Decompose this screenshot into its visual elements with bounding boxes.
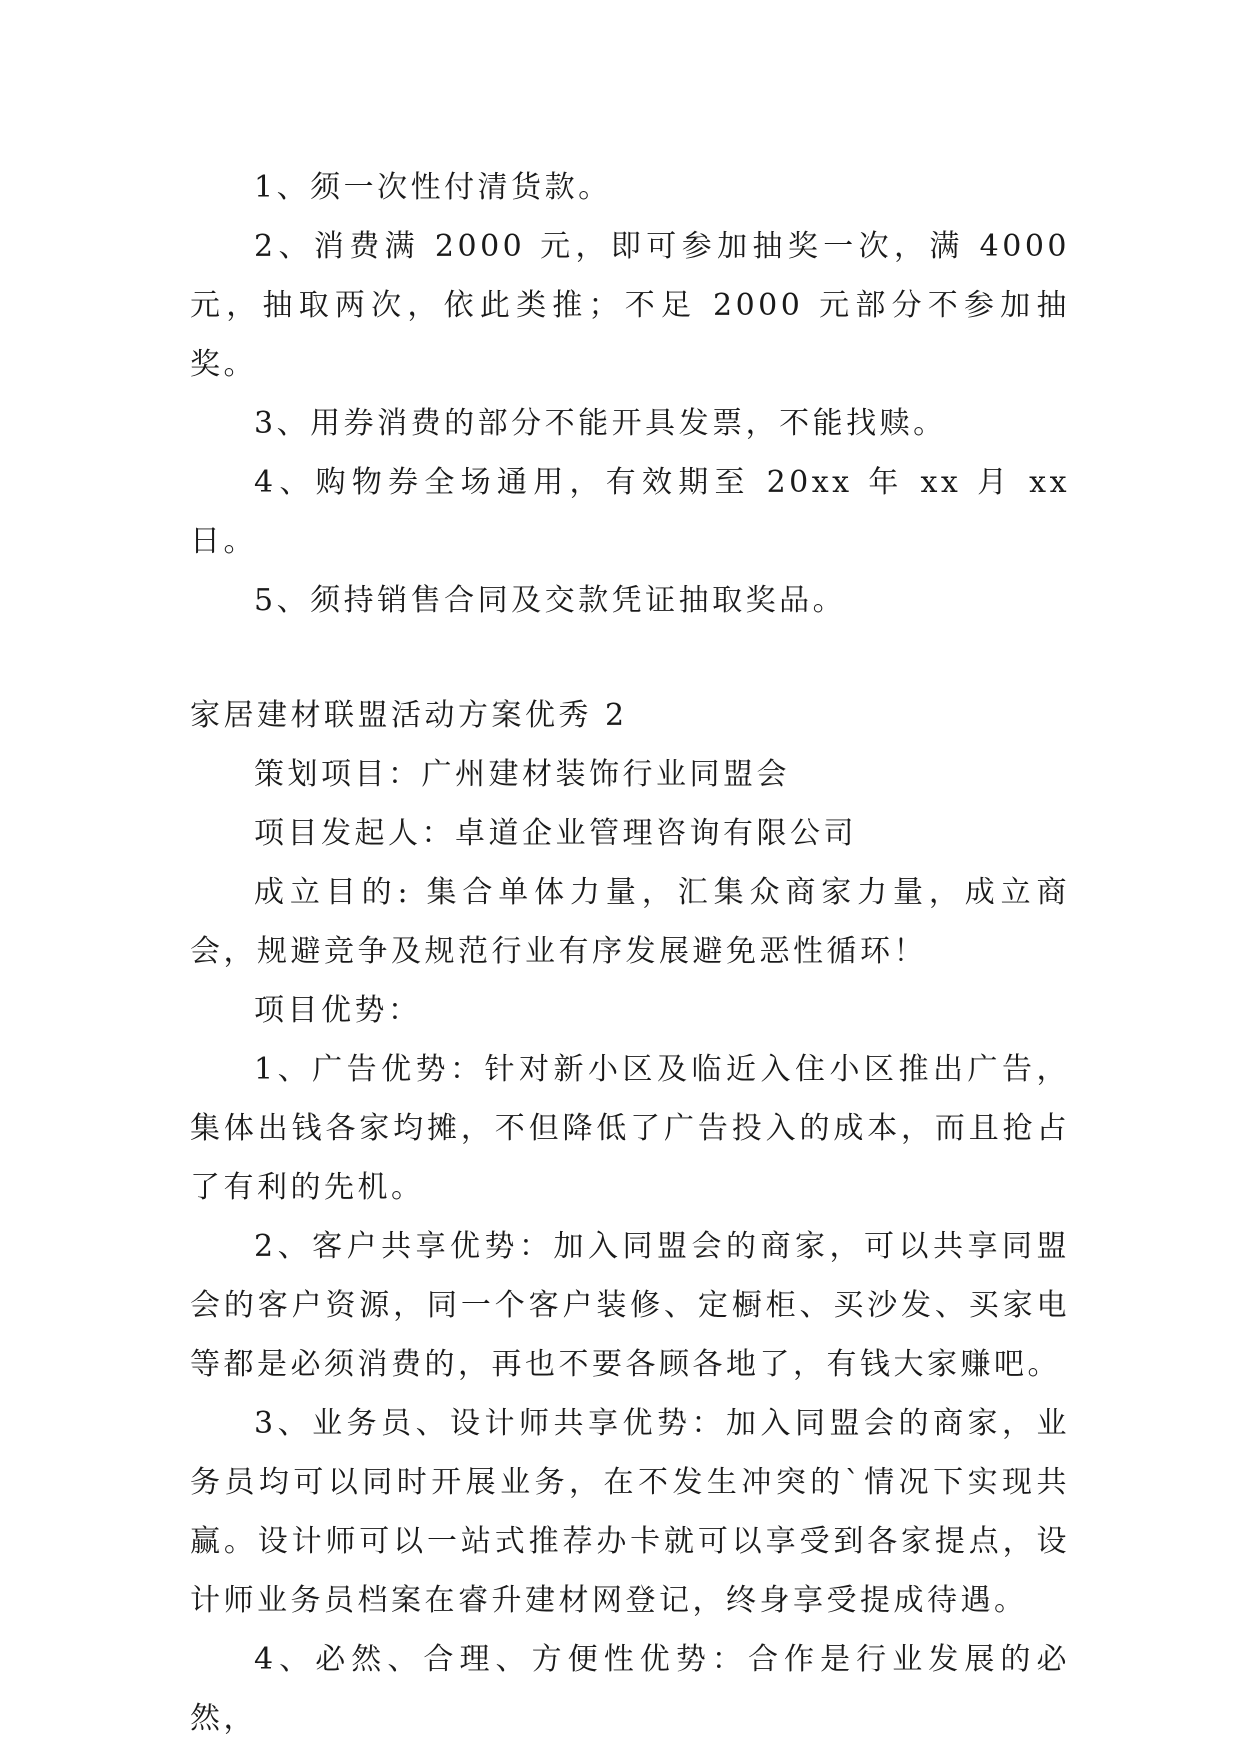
rule-item-1: 1、须一次性付清货款。 (254, 170, 612, 205)
section-spacer (190, 630, 1070, 686)
project-name: 策划项目：广州建材装饰行业同盟会 (254, 757, 790, 792)
advantage-item-2: 2、客户共享优势：加入同盟会的商家，可以共享同盟会的客户资源，同一个客户装修、定橱柜、买沙发、买家电等都是必须消费的，再也不要各顾各地了，有钱大家赚吧。 (190, 1229, 1070, 1382)
advantage-item-4: 4、必然、合理、方便性优势：合作是行业发展的必然， (190, 1642, 1070, 1736)
rule-item-2: 2、消费满 2000 元，即可参加抽奖一次，满 4000 元，抽取两次，依此类推；不足 2000 元部分不参加抽奖。 (190, 229, 1070, 382)
document-body (190, 158, 1070, 1748)
project-initiator: 项目发起人：卓道企业管理咨询有限公司 (254, 816, 857, 851)
advantage-item-3: 3、业务员、设计师共享优势：加入同盟会的商家，业务员均可以同时开展业务，在不发生冲突的`情况下实现共赢。设计师可以一站式推荐办卡就可以享受到各家提点，设计师业务员档案在睿升建材网登记，终身享受提成待遇。 (190, 1406, 1070, 1618)
rule-item-5: 5、须持销售合同及交款凭证抽取奖品。 (254, 583, 847, 618)
advantage-item-1: 1、广告优势：针对新小区及临近入住小区推出广告，集体出钱各家均摊，不但降低了广告投入的成本，而且抢占了有利的先机。 (190, 1052, 1070, 1205)
section-title: 家居建材联盟活动方案优秀 2 (190, 698, 628, 733)
advantages-title: 项目优势： (254, 993, 422, 1028)
project-purpose: 成立目的: 集合单体力量，汇集众商家力量，成立商会，规避竞争及规范行业有序发展避免恶性循环！ (190, 875, 1070, 969)
rule-item-3: 3、用券消费的部分不能开具发票，不能找赎。 (254, 406, 947, 441)
rule-item-4: 4、购物券全场通用，有效期至 20xx 年 xx 月 xx 日。 (190, 465, 1070, 559)
